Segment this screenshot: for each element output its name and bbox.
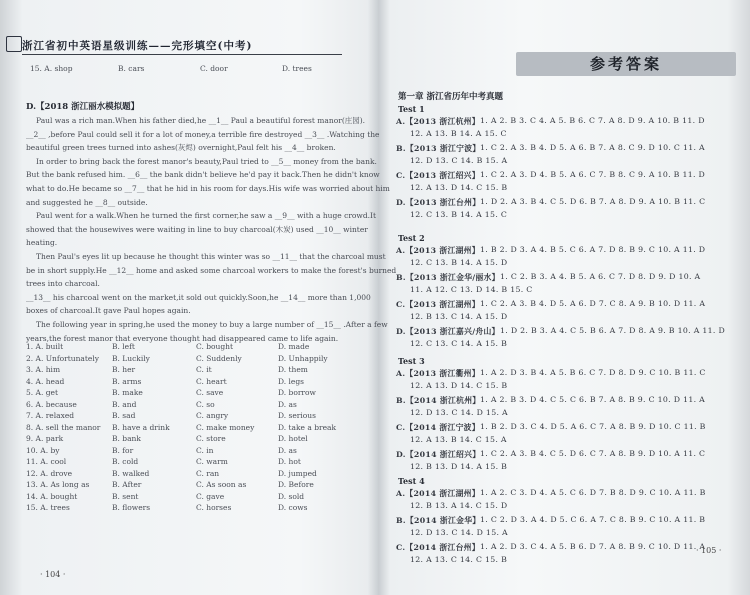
option-item: D. sold <box>278 491 305 501</box>
passage-line: and suggested he __8__ outside. <box>26 197 148 207</box>
passage <box>26 114 397 345</box>
option-item: 6. A. because <box>26 399 77 409</box>
passage-line: be in short supply.He __12__ home and asked some charcoal workers to make the forest's burned <box>26 265 397 275</box>
answer-source-label: D.【2013 浙江台州】 <box>396 198 481 207</box>
top-option-d: D. trees <box>282 64 312 73</box>
option-item: D. hot <box>278 457 301 466</box>
passage-line: boxes of charcoal.It gave Paul hopes again. <box>26 306 191 316</box>
answer-line: 12. B 13. D 14. A 15. B <box>410 462 508 471</box>
option-item: B. her <box>112 365 136 374</box>
answer-source-label: D.【2013 浙江嘉兴/舟山】 <box>396 327 500 336</box>
option-item: B. sad <box>112 411 136 420</box>
answer-source-label: C.【2014 浙江台州】 <box>396 543 480 552</box>
option-item: D. made <box>278 342 310 351</box>
answer-line: 12. A 13. C 14. C 15. B <box>410 555 508 564</box>
passage-line: The following year in spring,he used the money to buy a large number of __15__ .After a few <box>36 319 388 329</box>
option-item: C. ran <box>196 468 220 478</box>
option-item: C. gave <box>196 491 225 501</box>
answer-source-label: C.【2013 浙江湖州】 <box>396 300 480 309</box>
option-item: 7. A. relaxed <box>26 411 75 420</box>
option-item: 9. A. park <box>26 434 64 443</box>
answer-line: 12. B 13. A 14. C 15. D <box>410 501 508 510</box>
option-item: D. Unhappily <box>278 353 328 363</box>
answer-line: 12. C 13. B 14. A 15. D <box>410 258 508 267</box>
option-item: 5. A. get <box>26 388 58 397</box>
option-item: B. walked <box>112 468 150 478</box>
option-item: B. bank <box>112 434 141 443</box>
option-item: B. After <box>112 480 142 489</box>
passage-line: __13__ his charcoal went on the market,it sold out quickly.Soon,he __14__ more than 1,000 <box>26 292 371 302</box>
option-item: 13. A. As long as <box>26 480 90 489</box>
test-title: Test 1 <box>398 104 425 114</box>
passage-line: trees into charcoal. <box>26 279 100 289</box>
option-item: B. left <box>112 342 135 351</box>
option-item: C. angry <box>196 411 229 420</box>
answer-line: 12. A 13. D 14. C 15. B <box>410 381 508 390</box>
passage-line: years,the forest manor that everyone thought had disappeared came to life again. <box>26 333 339 343</box>
answer-line: 12. A 13. B 14. A 15. C <box>410 129 507 138</box>
answer-line: 1. D 2. A 3. B 4. C 5. D 6. B 7. A 8. D 9. A 10. B 11. C <box>480 197 706 206</box>
option-item: 3. A. him <box>26 365 61 374</box>
answer-line: 12. C 13. C 14. A 15. B <box>410 339 508 348</box>
option-item: C. so <box>196 399 215 409</box>
option-item: B. sent <box>112 491 139 501</box>
passage-line: Paul was a rich man.When his father died,he __1__ Paul a beautiful forest manor(庄园). <box>36 116 366 125</box>
page-number-left: · 104 · <box>40 570 66 579</box>
book-logo-icon <box>6 36 22 52</box>
option-item: D. as <box>278 399 297 409</box>
chapter-title: 第一章 浙江省历年中考真题 <box>398 92 503 102</box>
option-item: C. store <box>196 434 226 443</box>
answer-source-label: B.【2013 浙江宁波】 <box>396 144 481 153</box>
page-header-title: 浙江省初中英语星级训练——完形填空(中考) <box>22 40 253 52</box>
answer-line: 12. D 13. C 14. D 15. A <box>410 528 508 537</box>
option-item: B. cold <box>112 457 139 466</box>
option-item: C. Suddenly <box>196 353 242 363</box>
option-item: C. make money <box>196 422 255 432</box>
option-item: D. hotel <box>278 434 308 443</box>
answer-key-banner: 参考答案 <box>516 52 736 76</box>
header-rule <box>22 54 342 55</box>
passage-line: what to do.He became so __7__ that he hid in his room for days.His wife was worried about him <box>26 183 390 193</box>
option-item: C. bought <box>196 342 234 351</box>
option-item: D. legs <box>278 376 305 386</box>
top-option-b: B. cars <box>118 64 145 73</box>
answer-line: 1. C 2. D 3. A 4. D 5. C 6. A 7. C 8. B 9. C 10. A 11. B <box>480 515 706 524</box>
answer-line: 1. C 2. A 3. B 4. C 5. D 6. C 7. A 8. B 9. D 10. A 11. C <box>480 449 706 458</box>
right-page <box>380 0 750 595</box>
option-item: 4. A. head <box>26 376 65 386</box>
answer-source-label: A.【2013 浙江杭州】 <box>396 117 480 126</box>
section-title: D.【2018 浙江丽水模拟题】 <box>26 102 140 112</box>
test-title: Test 4 <box>398 476 425 486</box>
answer-line: 12. B 13. C 14. A 15. D <box>410 312 508 321</box>
answer-line: 12. A 13. B 14. C 15. A <box>410 435 507 444</box>
option-item: 12. A. drove <box>26 468 73 478</box>
option-item: 8. A. sell the manor <box>26 422 101 432</box>
option-item: B. and <box>112 399 137 409</box>
page-number-right: · 105 · <box>696 546 722 555</box>
answer-line: 12. C 13. B 14. A 15. C <box>410 210 508 219</box>
answer-line: 12. D 13. C 14. D 15. A <box>410 408 508 417</box>
option-item: C. warm <box>196 457 228 466</box>
answer-line: 1. B 2. D 3. A 4. B 5. C 6. A 7. D 8. B 9. C 10. A 11. D <box>480 245 706 254</box>
passage-line: beautiful green trees turned into ashes(灰烬) overnight,Paul felt his __4__ broken. <box>26 143 336 153</box>
answer-line: 11. A 12. C 13. D 14. B 15. C <box>410 285 533 294</box>
option-item: C. heart <box>196 376 227 386</box>
option-item: C. horses <box>196 503 232 512</box>
option-item: D. borrow <box>278 388 316 397</box>
option-item: C. it <box>196 365 212 374</box>
answer-source-label: A.【2013 浙江衢州】 <box>396 369 480 378</box>
option-item: D. Before <box>278 480 314 489</box>
passage-line: __2__ ,before Paul could sell it for a lot of money,a terrible fire destroyed __3__ .Watching the <box>26 129 380 139</box>
answer-source-label: D.【2014 浙江绍兴】 <box>396 450 481 459</box>
top-option-c: C. door <box>200 64 228 73</box>
option-item: 2. A. Unfortunately <box>26 353 99 363</box>
answer-line: 1. C 2. B 3. A 4. B 5. A 6. C 7. D 8. D 9. D 10. A <box>500 272 701 281</box>
option-item: C. in <box>196 445 214 455</box>
option-item: C. save <box>196 388 224 397</box>
passage-line: showed that the housewives were waiting in line to buy charcoal(木炭) used __10__ winter <box>26 224 368 234</box>
answer-line: 1. C 2. A 3. B 4. D 5. A 6. B 7. A 8. C 9. D 10. C 11. A <box>480 143 705 152</box>
passage-line: Paul went for a walk.When he turned the first corner,he saw a __9__ with a huge crowd.It <box>36 211 377 221</box>
option-item: D. as <box>278 445 297 455</box>
answer-line: 1. C 2. A 3. B 4. D 5. A 6. D 7. C 8. A 9. B 10. D 11. A <box>480 299 706 308</box>
passage-line: In order to bring back the forest manor's beauty,Paul tried to __5__ money from the bank. <box>36 156 377 166</box>
test-title: Test 2 <box>398 233 425 243</box>
answer-source-label: B.【2014 浙江杭州】 <box>396 396 481 405</box>
answer-line: 1. A 2. C 3. D 4. A 5. C 6. D 7. B 8. D 9. C 10. A 11. B <box>480 488 706 497</box>
answer-line: 1. D 2. B 3. A 4. C 5. B 6. A 7. D 8. A 9. B 10. A 11. D <box>500 326 726 335</box>
option-item: D. cows <box>278 503 308 512</box>
answer-source-label: A.【2013 浙江湖州】 <box>396 246 480 255</box>
answer-line: 1. A 2. B 3. C 4. A 5. B 6. C 7. A 8. D 9. A 10. B 11. D <box>480 116 705 125</box>
option-item: B. arms <box>112 376 142 386</box>
option-item: D. them <box>278 365 308 374</box>
top-option-a: 15. A. shop <box>30 64 73 73</box>
option-item: D. serious <box>278 411 316 420</box>
option-item: 11. A. cool <box>26 457 67 466</box>
option-item: B. flowers <box>112 503 151 512</box>
option-item: 15. A. trees <box>26 503 70 512</box>
option-item: D. jumped <box>278 468 317 478</box>
option-item: B. for <box>112 445 134 455</box>
option-item: B. Luckily <box>112 353 150 363</box>
option-item: D. take a break <box>278 422 337 432</box>
answer-line: 1. A 2. D 3. C 4. A 5. B 6. D 7. A 8. B 9. C 10. D 11. A <box>480 542 706 551</box>
answer-source-label: B.【2013 浙江金华/丽水】 <box>396 273 500 282</box>
test-title: Test 3 <box>398 356 425 366</box>
option-item: 14. A. bought <box>26 491 78 501</box>
passage-line: Then Paul's eyes lit up because he thought this winter was so __11__ that the charcoal must <box>36 251 386 261</box>
answer-line: 1. A 2. D 3. B 4. A 5. B 6. C 7. D 8. D 9. C 10. B 11. C <box>480 368 706 377</box>
answer-line: 1. C 2. A 3. D 4. B 5. A 6. C 7. B 8. C 9. A 10. B 11. D <box>480 170 706 179</box>
answer-source-label: C.【2013 浙江绍兴】 <box>396 171 480 180</box>
answer-source-label: B.【2014 浙江金华】 <box>396 516 481 525</box>
answer-line: 12. A 13. D 14. C 15. B <box>410 183 508 192</box>
passage-line: heating. <box>26 238 58 248</box>
option-item: B. make <box>112 388 143 397</box>
option-item: B. have a drink <box>112 422 170 432</box>
answer-line: 1. A 2. B 3. D 4. C 5. C 6. B 7. A 8. B 9. C 10. D 11. A <box>480 395 706 404</box>
answer-line: 1. B 2. D 3. C 4. D 5. A 6. C 7. A 8. B 9. D 10. C 11. B <box>480 422 706 431</box>
answer-line: 12. D 13. C 14. B 15. A <box>410 156 508 165</box>
option-item: 10. A. by <box>26 445 60 455</box>
answer-source-label: A.【2014 浙江湖州】 <box>396 489 480 498</box>
passage-line: But the bank refused him. __6__ the bank didn't believe he'd pay it back.Then he didn't know <box>26 170 380 180</box>
option-item: C. As soon as <box>196 480 247 489</box>
answer-source-label: C.【2014 浙江宁波】 <box>396 423 480 432</box>
option-item: 1. A. built <box>26 342 64 351</box>
